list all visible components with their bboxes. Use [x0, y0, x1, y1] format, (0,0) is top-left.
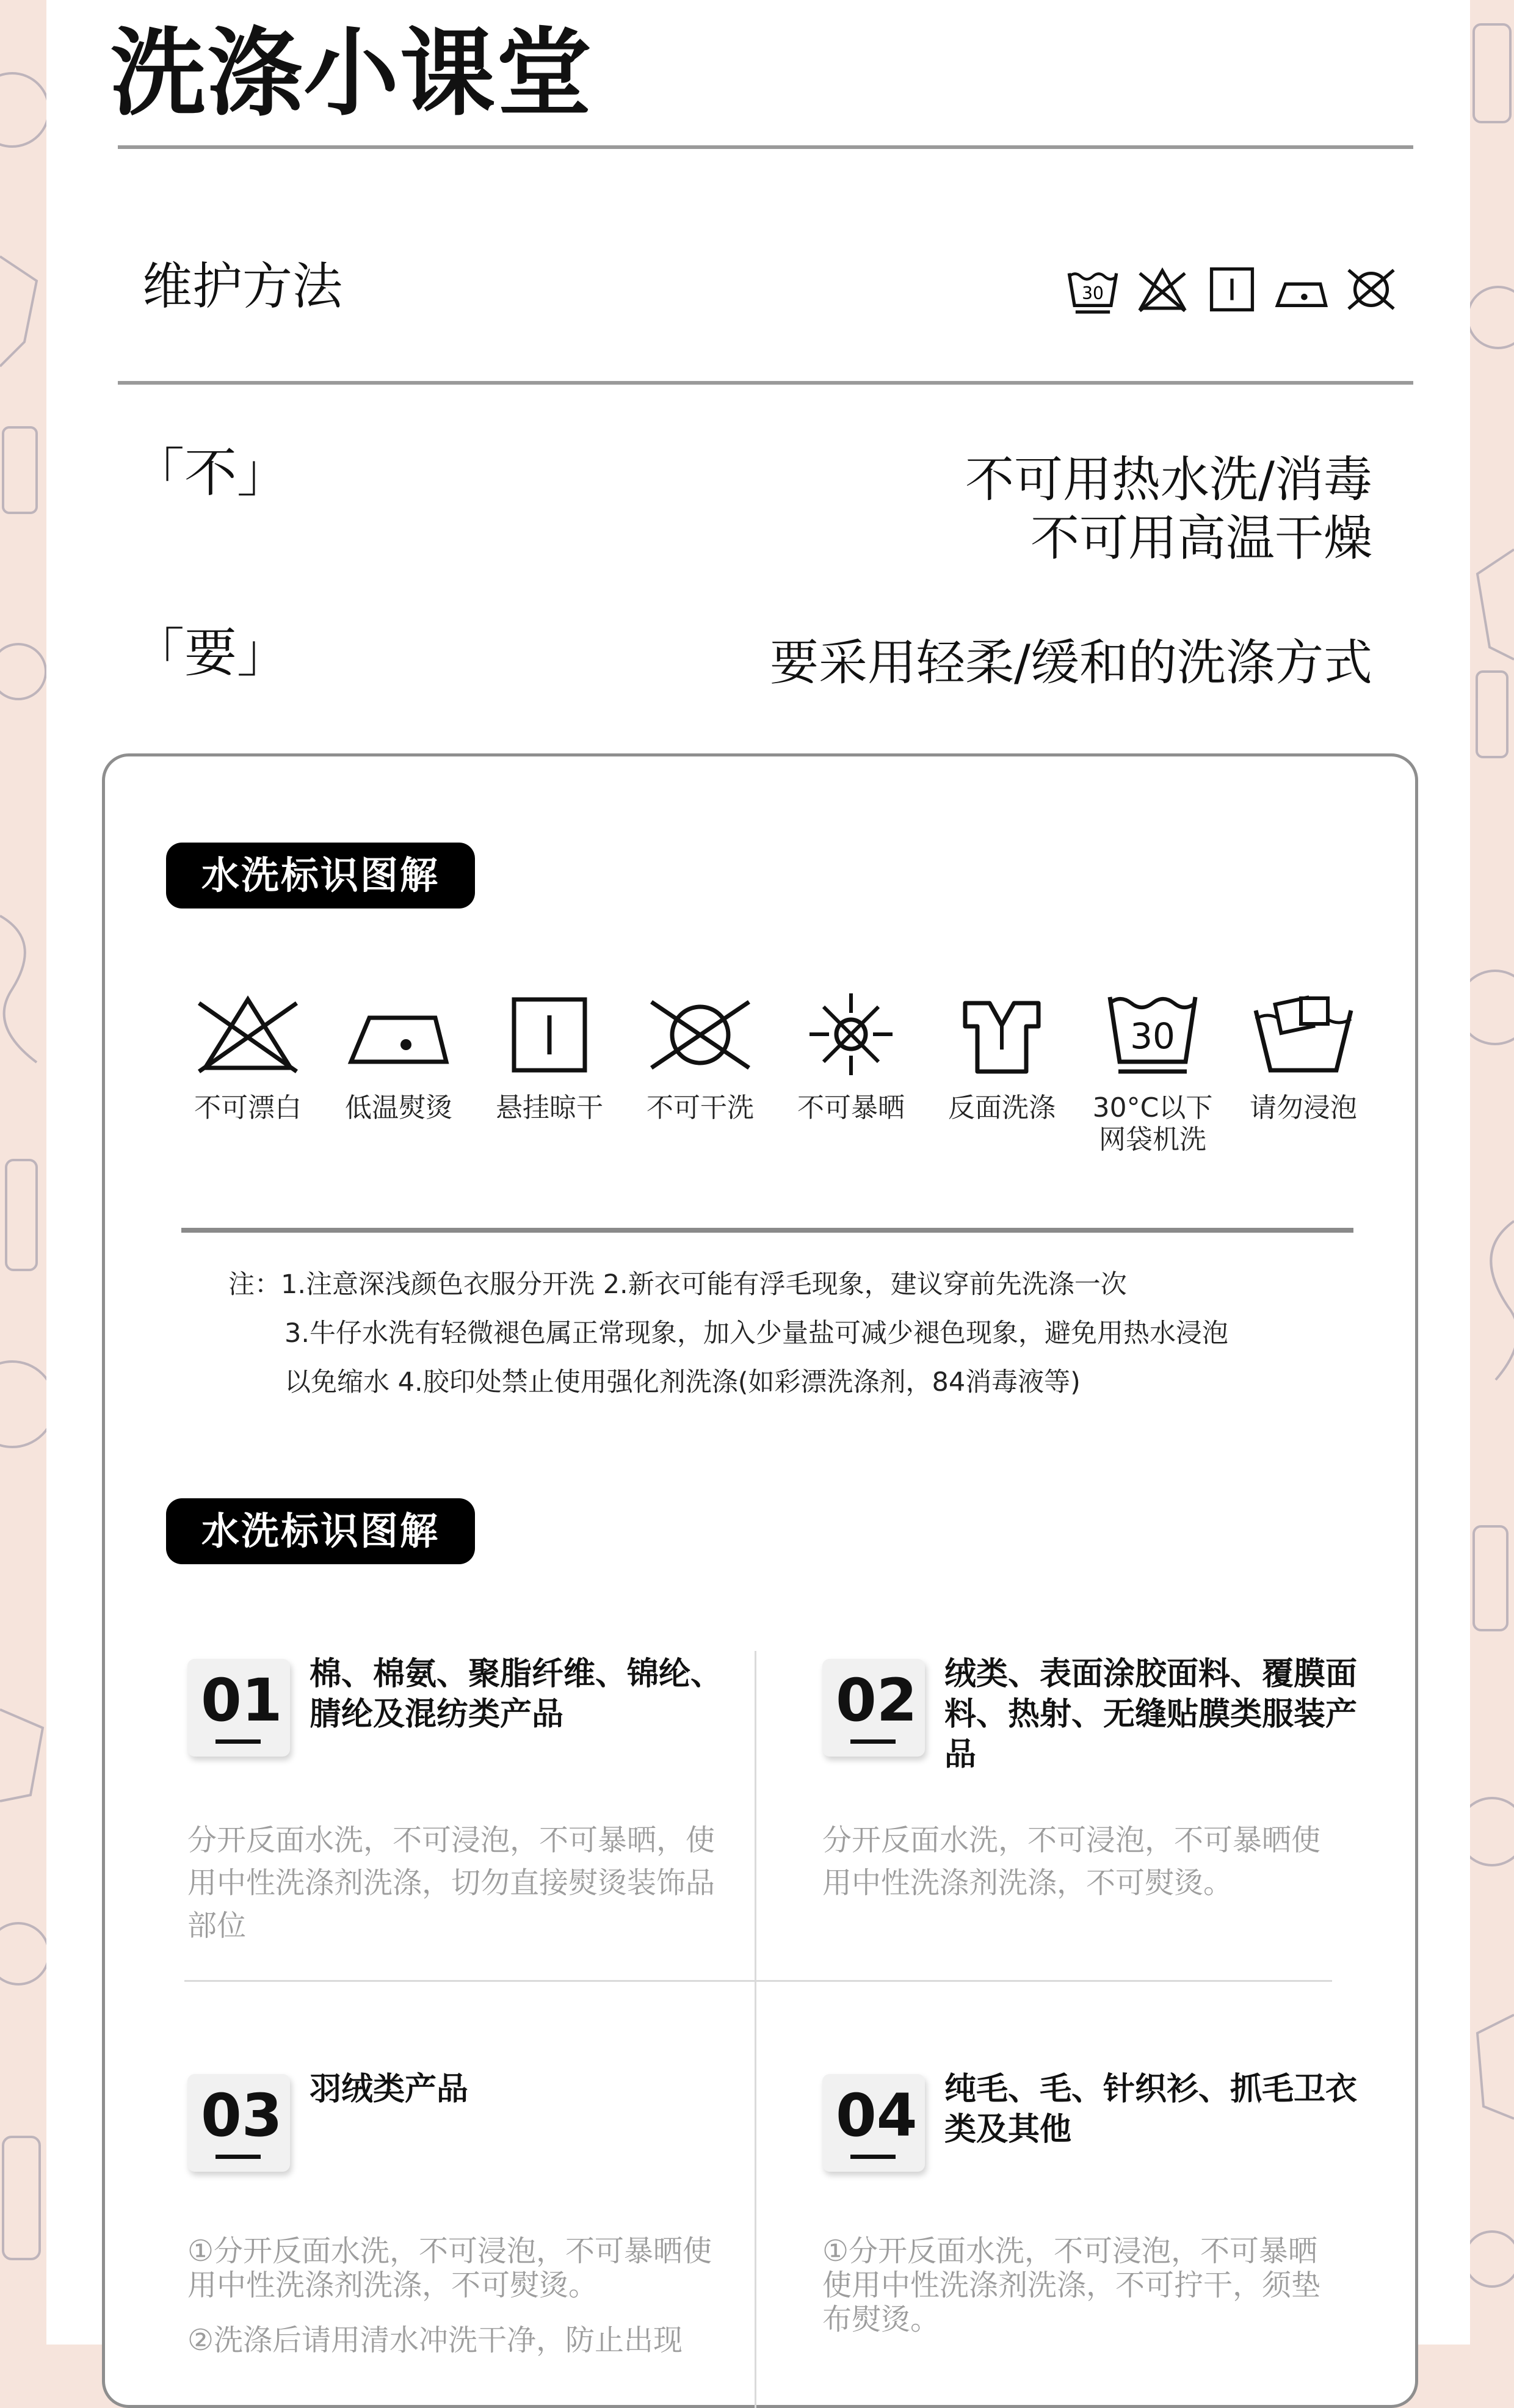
symbol-label: 悬挂晾干 [496, 1092, 603, 1123]
symbol-label: 低温熨烫 [345, 1092, 452, 1123]
symbol-label: 反面洗涤 [948, 1092, 1056, 1123]
care-icons-row [1066, 263, 1398, 316]
number-badge [187, 2074, 290, 2172]
notes-divider [181, 1228, 1353, 1233]
wash-guide-card [102, 753, 1418, 2408]
care-method-label: 维护方法 [142, 258, 343, 316]
symbols-heading: 水洗标识图解 [166, 843, 475, 908]
do-bracket: 「要」 [132, 623, 289, 684]
left-decorative-border [0, 0, 46, 2345]
number-badge [822, 1659, 925, 1757]
title-divider [118, 145, 1413, 149]
number-underline [850, 1739, 896, 1744]
note-line-2: 3.牛仔水洗有轻微褪色属正常现象，加入少量盐可减少褪色现象，避免用热水浸泡 [284, 1318, 1229, 1349]
wash-30-icon [1092, 988, 1214, 1080]
product-grid-vertical-divider [755, 1651, 756, 2408]
dont-line-2: 不可用高温干燥 [1030, 510, 1372, 567]
do-line: 要采用轻柔/缓和的洗涤方式 [770, 634, 1372, 691]
symbol-label: 不可干洗 [647, 1092, 754, 1123]
note-line-1: 注：1.注意深浅颜色衣服分开洗 2.新衣可能有浮毛现象，建议穿前先洗涤一次 [228, 1269, 1127, 1300]
no-bleach-icon [187, 988, 309, 1080]
symbol-label: 不可漂白 [194, 1092, 302, 1123]
care-divider [118, 381, 1413, 385]
item-number: 01 [201, 1666, 283, 1735]
dont-bracket: 「不」 [132, 443, 289, 504]
wash-notes [228, 1260, 1370, 1407]
product-description [187, 1819, 725, 1947]
item-number: 04 [836, 2081, 918, 2150]
content-sheet [46, 0, 1470, 2357]
symbol-label: 30°C以下 网袋机洗 [1092, 1092, 1213, 1155]
symbol-item [171, 988, 325, 1124]
no-dry-clean-icon [639, 988, 761, 1080]
description-line: 分开反面水洗，不可浸泡，不可暴晒，使用中性洗涤剂洗涤，切勿直接熨烫装饰品部位 [187, 1823, 715, 1943]
product-description [822, 2234, 1335, 2337]
product-grid-horizontal-divider [184, 1980, 1332, 1982]
symbol-item [1226, 988, 1380, 1124]
number-badge [822, 2074, 925, 2172]
low-iron-icon [338, 988, 460, 1080]
description-line: ①分开反面水洗，不可浸泡，不可暴晒使用中性洗涤剂洗涤，不可熨烫。 [187, 2234, 712, 2302]
description-line: 分开反面水洗，不可浸泡，不可暴晒使用中性洗涤剂洗涤，不可熨烫。 [822, 1823, 1321, 1900]
number-underline [216, 2155, 261, 2159]
hang-dry-icon [1205, 263, 1259, 316]
wash-30-icon [1066, 263, 1120, 316]
symbol-item [925, 988, 1079, 1124]
no-bleach-icon [1136, 263, 1189, 316]
product-title: 纯毛、毛、针织衫、抓毛卫衣类及其他 [944, 2071, 1358, 2148]
number-underline [216, 1739, 261, 1744]
symbol-item [623, 988, 777, 1124]
number-underline [850, 2155, 896, 2159]
right-decorative-border [1468, 0, 1514, 2345]
product-description [822, 1819, 1335, 1904]
note-line-3: 以免缩水 4.胶印处禁止使用强化剂洗涤(如彩漂洗涤剂，84消毒液等) [284, 1367, 1081, 1398]
svg-text:30: 30 [1082, 283, 1104, 303]
page-title: 洗涤小课堂 [110, 18, 593, 129]
description-line: ①分开反面水洗，不可浸泡，不可暴晒使用中性洗涤剂洗涤，不可拧干，须垫布熨烫。 [822, 2234, 1321, 2337]
item-number: 02 [836, 1666, 918, 1735]
wash-temp-text: 30 [1130, 1015, 1175, 1057]
symbol-item [322, 988, 476, 1124]
inside-out-icon [941, 988, 1063, 1080]
dont-line-1: 不可用热水洗/消毒 [965, 451, 1372, 508]
description-line: ②洗涤后请用清水冲洗干净，防止出现 [187, 2323, 683, 2357]
symbol-item [1076, 988, 1230, 1156]
symbol-label: 不可暴晒 [797, 1092, 905, 1123]
symbol-label: 请勿浸泡 [1250, 1092, 1357, 1123]
item-number: 03 [201, 2081, 283, 2150]
product-description [187, 2234, 725, 2357]
number-badge [187, 1659, 290, 1757]
no-soak-icon [1242, 988, 1364, 1080]
hang-dry-icon [488, 988, 610, 1080]
product-title: 绒类、表面涂胶面料、覆膜面料、热射、无缝贴膜类服装产品 [944, 1656, 1358, 1773]
low-iron-icon [1275, 263, 1328, 316]
product-title: 棉、棉氨、聚脂纤维、锦纶、腈纶及混纺类产品 [310, 1656, 723, 1733]
product-title: 羽绒类产品 [310, 2071, 469, 2108]
no-dry-clean-icon [1344, 263, 1398, 316]
symbol-item [774, 988, 928, 1124]
products-heading: 水洗标识图解 [166, 1498, 475, 1564]
no-sun-icon [790, 988, 912, 1080]
symbol-item [473, 988, 626, 1124]
